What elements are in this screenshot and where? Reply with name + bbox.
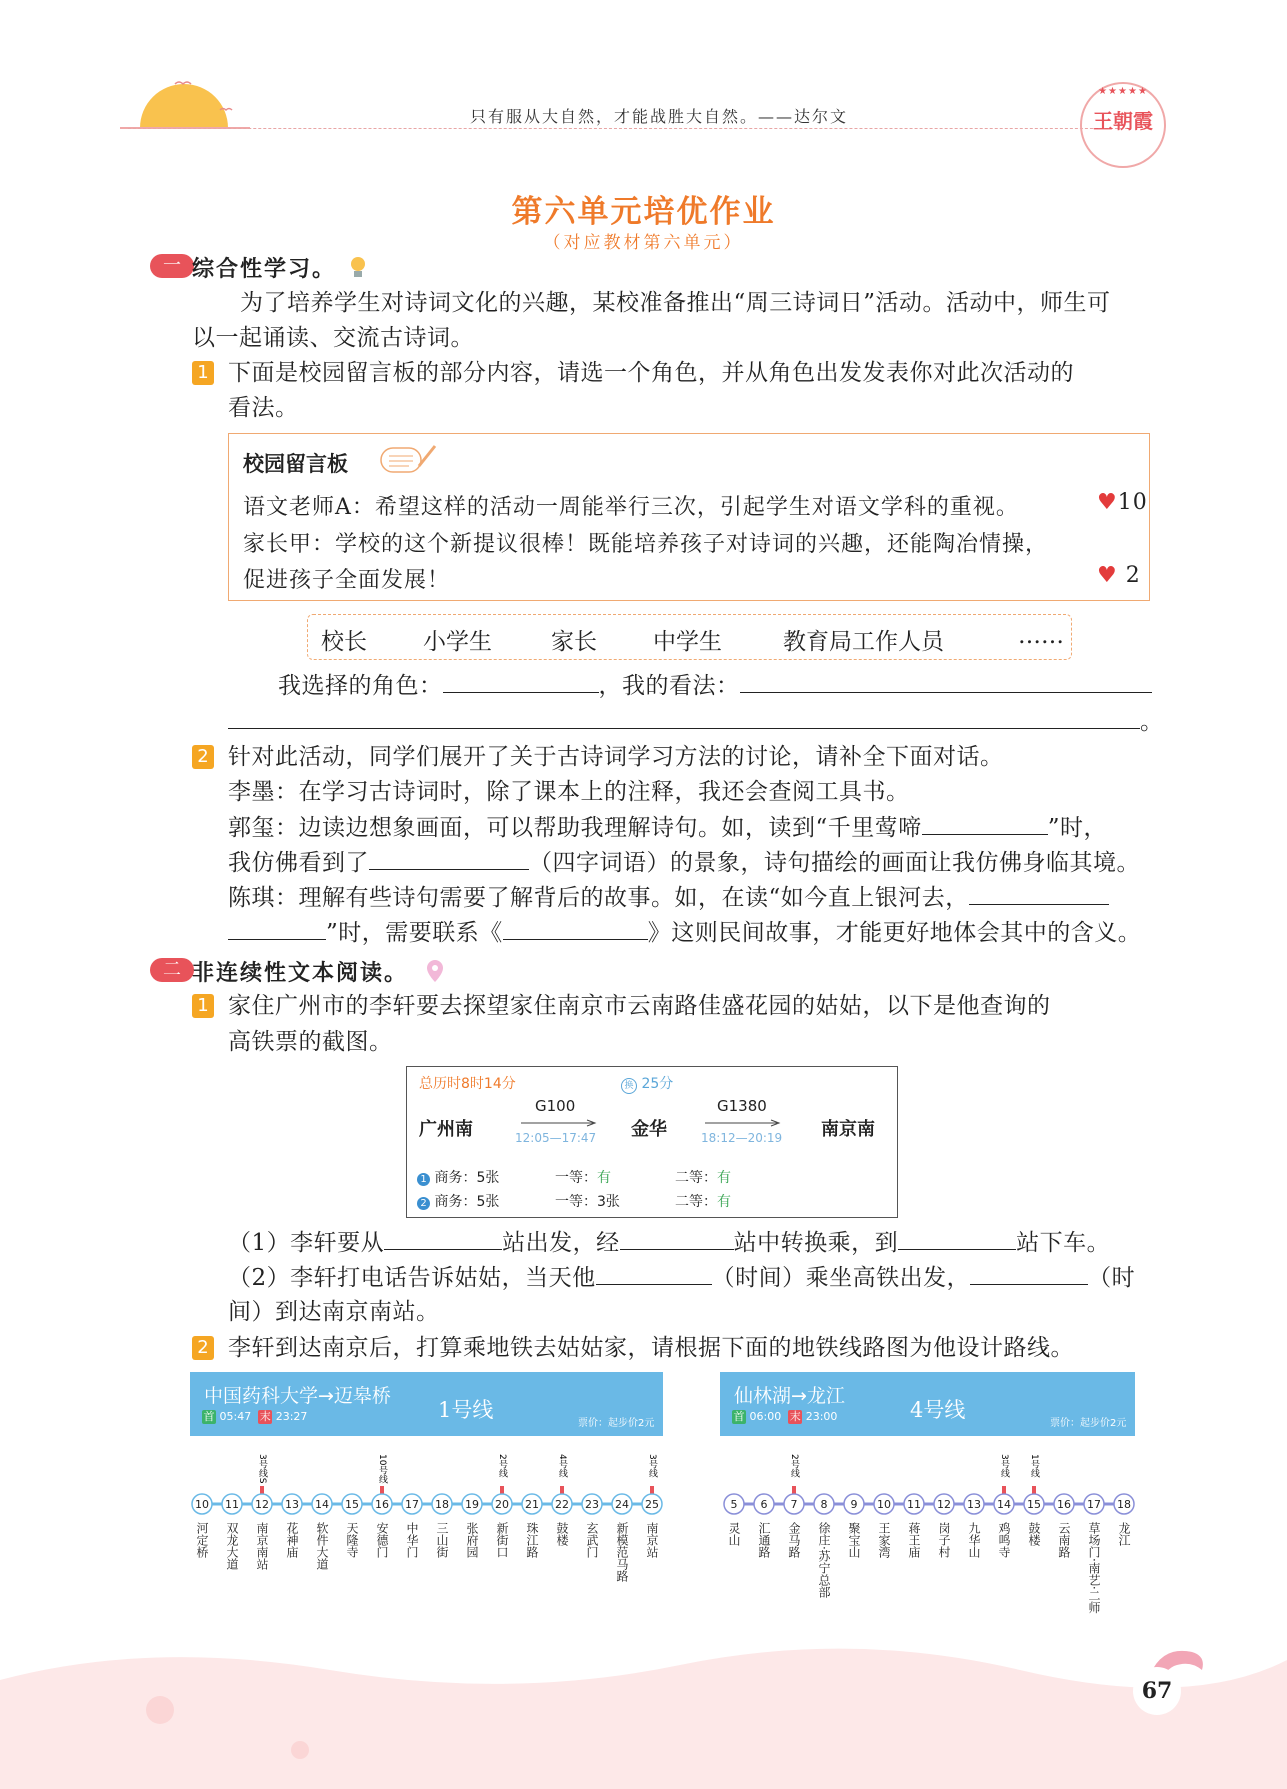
- page-number: 67: [1133, 1667, 1181, 1715]
- station-number: 11: [225, 1498, 239, 1511]
- seat-first-2: 一等：3张: [555, 1194, 620, 1210]
- s2-sub1: （1）李轩要从 站出发，经 站中转换乘，到 站下车。: [228, 1227, 1110, 1258]
- board-title: 校园留言板: [243, 452, 348, 476]
- role-option: ……: [1018, 623, 1064, 649]
- arrow-icon: [705, 1119, 781, 1127]
- role-option: 校长: [321, 629, 367, 655]
- transfer-marker: [500, 1486, 504, 1494]
- station-name: 南京南站: [255, 1522, 269, 1570]
- transfer-marker: [260, 1486, 264, 1494]
- arrive-time-blank[interactable]: [970, 1262, 1088, 1285]
- station-name: 九华山: [967, 1522, 981, 1558]
- station-number: 14: [997, 1498, 1011, 1511]
- station-number: 5: [730, 1498, 738, 1511]
- role-option: 小学生: [423, 629, 492, 655]
- total-duration: 总历时8时14分: [419, 1076, 516, 1092]
- board-message-2-line1: 家长甲：学校的这个新提议很棒！既能培养孩子对诗词的兴趣，还能陶冶情操，: [243, 532, 1049, 557]
- board-message-2-line2: 促进孩子全面发展！: [243, 568, 451, 593]
- station-via: 金华: [631, 1119, 667, 1140]
- metro-hours: 首 06:00 末 23:00: [733, 1410, 838, 1423]
- station-number: 9: [850, 1498, 858, 1511]
- metro-line-name: 1号线: [438, 1398, 494, 1422]
- station-name: 中华门: [405, 1522, 419, 1558]
- transfer-label: 1号线: [1029, 1454, 1039, 1478]
- station-name: 金马路: [787, 1522, 801, 1558]
- s2-q1-text-line1: 家住广州市的李轩要去探望家住南京市云南路佳盛花园的姑姑，以下是他查询的: [228, 993, 1051, 1019]
- q2-text-line4: 我仿佛看到了 （四字词语）的景象，诗句描绘的画面让我仿佛身临其境。: [228, 847, 1140, 878]
- station-name: 花神庙: [285, 1522, 299, 1558]
- q2-text-line1: 针对此活动，同学们展开了关于古诗词学习方法的讨论，请补全下面对话。: [228, 744, 1004, 770]
- seat-row-1: 1 商务：5张: [417, 1167, 499, 1187]
- station-number: 13: [285, 1498, 299, 1511]
- seat-first-1: 一等：有: [555, 1170, 611, 1186]
- q2-text-line6: ”时，需要联系《 》这则民间故事，才能更好地体会其中的含义。: [228, 917, 1141, 948]
- location-pin-icon: [424, 958, 446, 984]
- section1-intro-line1: 为了培养学生对诗词文化的兴趣，某校准备推出“周三诗词日”活动。活动中，师生可: [240, 290, 1111, 316]
- station-number: 21: [525, 1498, 539, 1511]
- lightbulb-icon: [346, 254, 370, 280]
- s2-sub2: （2）李轩打电话告诉姑姑，当天他 （时间）乘坐高铁出发， （时: [228, 1262, 1135, 1293]
- station-name: 鼓楼: [555, 1522, 569, 1546]
- question-number: 1: [192, 361, 214, 385]
- station-name: 云南路: [1057, 1522, 1071, 1558]
- station-number: 8: [820, 1498, 828, 1511]
- transfer-blank[interactable]: [620, 1227, 734, 1250]
- station-name: 玄武门: [585, 1522, 599, 1558]
- station-number: 13: [967, 1498, 981, 1511]
- transfer-label: 3号线: [647, 1454, 657, 1478]
- role-blank[interactable]: [443, 670, 599, 693]
- s2-sub2-cont: 间）到达南京南站。: [228, 1299, 440, 1325]
- transfer-time: 换 25分: [621, 1073, 673, 1094]
- metro-route: 仙林湖→龙江: [734, 1385, 845, 1407]
- station-number: 16: [1057, 1498, 1071, 1511]
- arrival-blank[interactable]: [898, 1227, 1016, 1250]
- sunrise-icon: [120, 70, 250, 140]
- metro-line1-header: [190, 1372, 663, 1436]
- metro-line-name: 4号线: [910, 1398, 966, 1422]
- transfer-marker: [1002, 1486, 1006, 1494]
- train-1-time: 12:05—17:47: [515, 1131, 597, 1145]
- transfer-icon: 换: [621, 1078, 637, 1094]
- transfer-marker: [560, 1486, 564, 1494]
- station-name: 软件大道: [315, 1522, 329, 1570]
- section1-title: 综合性学习。: [192, 257, 337, 282]
- metro-route: 中国药科大学→迈皋桥: [204, 1385, 391, 1407]
- station-name: 王家湾: [877, 1522, 891, 1558]
- section1-intro-line2: 以一起诵读、交流古诗词。: [192, 325, 474, 351]
- train-1: G100: [535, 1097, 576, 1115]
- station-number: 12: [937, 1498, 951, 1511]
- metro-line4-map: [720, 1440, 1140, 1640]
- station-number: 18: [1117, 1498, 1131, 1511]
- station-number: 15: [1027, 1498, 1041, 1511]
- station-to: 南京南: [821, 1119, 875, 1140]
- arrow-icon: [521, 1119, 597, 1127]
- station-number: 6: [760, 1498, 768, 1511]
- section2-badge: 二: [150, 958, 194, 982]
- heart-icon: ♥: [1097, 490, 1118, 515]
- station-name: 三山街: [435, 1522, 449, 1558]
- station-number: 10: [877, 1498, 891, 1511]
- header-motto: 只有服从大自然，才能战胜大自然。——达尔文: [470, 107, 849, 126]
- q1-text-line2: 看法。: [228, 395, 299, 421]
- question-number: 2: [192, 745, 214, 769]
- message-board: [228, 433, 1150, 601]
- transfer-label: 3号线: [999, 1454, 1009, 1478]
- station-name: 新街口: [495, 1522, 509, 1558]
- station-name: 珠江路: [525, 1522, 539, 1558]
- station-number: 10: [195, 1498, 209, 1511]
- station-number: 19: [465, 1498, 479, 1511]
- q1-text-line1: 下面是校园留言板的部分内容，请选一个角色，并从角色出发发表你对此次活动的: [228, 360, 1074, 386]
- departure-blank[interactable]: [384, 1227, 502, 1250]
- station-name: 灵山: [727, 1522, 741, 1546]
- station-number: 15: [345, 1498, 359, 1511]
- station-name: 天隆寺: [345, 1522, 359, 1558]
- story-blank[interactable]: [503, 917, 648, 940]
- publisher-seal: ★★★★★ 王朝霞: [1080, 82, 1166, 168]
- metro-fare: 票价：起步价2元: [1050, 1418, 1127, 1429]
- station-number: 22: [555, 1498, 569, 1511]
- question-number: 2: [192, 1336, 214, 1360]
- station-name: 鼓楼: [1027, 1522, 1041, 1546]
- board-message-1: 语文老师A：希望这样的活动一周能举行三次，引起学生对语文学科的重视。: [243, 495, 1019, 520]
- seat-second-2: 二等：有: [675, 1194, 731, 1210]
- board-likes-1: ♥10: [1097, 490, 1148, 515]
- station-number: 20: [495, 1498, 509, 1511]
- notepad-pencil-icon: [379, 442, 439, 476]
- station-number: 11: [907, 1498, 921, 1511]
- station-number: 18: [435, 1498, 449, 1511]
- station-name: 张府园: [465, 1522, 479, 1558]
- station-number: 17: [405, 1498, 419, 1511]
- page-subtitle: （对应教材第六单元）: [543, 233, 744, 253]
- station-number: 14: [315, 1498, 329, 1511]
- role-option: 家长: [551, 629, 597, 655]
- metro-fare: 票价：起步价2元: [578, 1418, 655, 1429]
- seal-text: 王朝霞: [1093, 109, 1153, 133]
- station-number: 16: [375, 1498, 389, 1511]
- station-name: 鸡鸣寺: [997, 1522, 1011, 1558]
- station-from: 广州南: [419, 1119, 473, 1140]
- station-name: 蒋王庙: [907, 1522, 921, 1558]
- page-title: 第六单元培优作业: [511, 194, 776, 230]
- opinion-blank-2[interactable]: [228, 706, 1140, 729]
- station-number: 23: [585, 1498, 599, 1511]
- station-name: 双龙大道: [225, 1522, 239, 1570]
- station-name: 徐庄·苏宁总部: [817, 1522, 831, 1598]
- station-name: 聚宝山: [847, 1522, 861, 1558]
- answer-line-role: 我选择的角色： ，我的看法：: [278, 670, 1152, 701]
- transfer-marker: [792, 1486, 796, 1494]
- role-options-box: [307, 614, 1072, 660]
- transfer-label: 3号线S: [257, 1454, 267, 1484]
- q2-text-line2: 李墨：在学习古诗词时，除了课本上的注释，我还会查阅工具书。: [228, 779, 910, 805]
- train-2-time: 18:12—20:19: [701, 1131, 783, 1145]
- station-name: 草场门·南艺·二师: [1087, 1522, 1101, 1614]
- idiom-blank[interactable]: [369, 847, 529, 870]
- role-option: 教育局工作人员: [783, 629, 944, 655]
- station-name: 龙江: [1117, 1522, 1131, 1546]
- station-number: 12: [255, 1498, 269, 1511]
- heart-icon: ♥: [1097, 563, 1118, 588]
- station-name: 岗子村: [937, 1522, 951, 1558]
- train-ticket-screenshot: [406, 1066, 898, 1218]
- train-2: G1380: [717, 1097, 767, 1115]
- transfer-marker: [1032, 1486, 1036, 1494]
- station-name: 河定桥: [195, 1522, 209, 1558]
- board-likes-2: ♥ 2: [1097, 563, 1141, 588]
- role-option: 中学生: [653, 629, 722, 655]
- q2-text-line3: 郭玺：边读边想象画面，可以帮助我理解诗句。如，读到“千里莺啼 ”时，: [228, 812, 1107, 843]
- station-name: 安德门: [375, 1522, 389, 1558]
- station-name: 南京站: [645, 1522, 659, 1558]
- q2-text-line5: 陈琪：理解有些诗句需要了解背后的故事。如，在读“如今直上银河去，: [228, 882, 1109, 913]
- depart-time-blank[interactable]: [596, 1262, 712, 1285]
- poem-blank[interactable]: [922, 812, 1048, 835]
- s2-q2-text: 李轩到达南京后，打算乘地铁去姑姑家，请根据下面的地铁线路图为他设计路线。: [228, 1335, 1074, 1361]
- transfer-label: 2号线: [789, 1454, 799, 1478]
- footer-wave: [0, 1640, 1287, 1789]
- station-number: 17: [1087, 1498, 1101, 1511]
- station-number: 7: [790, 1498, 798, 1511]
- header-divider: [128, 128, 1128, 129]
- poem-blank-2[interactable]: [969, 882, 1109, 905]
- metro-line4-header: [720, 1372, 1135, 1436]
- section1-badge: 一: [150, 254, 194, 278]
- transfer-marker: [650, 1486, 654, 1494]
- seat-row-2: 2 商务：5张: [417, 1191, 499, 1211]
- station-number: 25: [645, 1498, 659, 1511]
- transfer-marker: [380, 1486, 384, 1494]
- metro-line1-map: [190, 1440, 665, 1640]
- seat-second-1: 二等：有: [675, 1170, 731, 1186]
- station-name: 新模范马路: [615, 1522, 629, 1582]
- poem-blank-3[interactable]: [228, 917, 326, 940]
- s2-q1-text-line2: 高铁票的截图。: [228, 1029, 393, 1055]
- answer-line-opinion: 。: [228, 706, 1164, 737]
- transfer-label: 4号线: [557, 1454, 567, 1478]
- question-number: 1: [192, 994, 214, 1018]
- transfer-label: 10号线: [377, 1454, 387, 1484]
- station-name: 汇通路: [757, 1522, 771, 1558]
- opinion-blank[interactable]: [740, 670, 1152, 693]
- section2-title: 非连续性文本阅读。: [192, 961, 409, 986]
- metro-hours: 首 05:47 末 23:27: [203, 1410, 308, 1423]
- transfer-label: 2号线: [497, 1454, 507, 1478]
- station-number: 24: [615, 1498, 629, 1511]
